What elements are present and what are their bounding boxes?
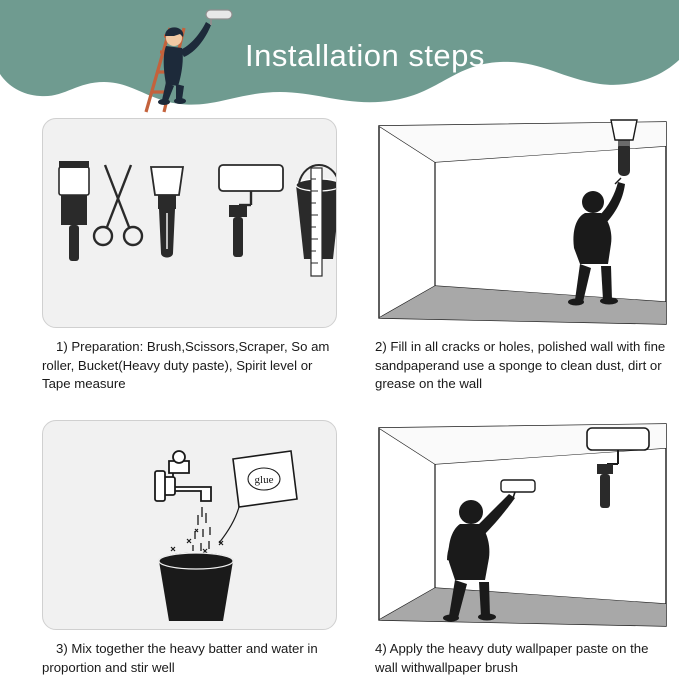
- scraper-icon: [151, 167, 183, 258]
- ruler-icon: [310, 167, 324, 277]
- step-card-1: [42, 118, 337, 394]
- tools-illustration: [42, 118, 337, 328]
- steps-grid: [0, 118, 679, 685]
- step-caption-3: 3) Mix together the heavy batter and water in proportion and stir well: [42, 641, 318, 675]
- glue-label: glue: [254, 474, 274, 486]
- bucket-icon: [159, 553, 233, 621]
- paint-roller-icon: [219, 165, 283, 257]
- step-card-4: [375, 420, 670, 677]
- scissors-icon: [94, 165, 142, 245]
- page-title: Installation steps: [245, 38, 485, 73]
- step-caption-2: 2) Fill in all cracks or holes, polished wall with fine sandpaperand use a sponge to clean dust, dirt or grease on the wall: [375, 339, 666, 391]
- faucet-glue-bucket-illustration: [42, 420, 337, 630]
- room-with-person-roller-illustration: [375, 420, 670, 630]
- faucet-icon: [155, 451, 211, 501]
- brush-icon: [59, 161, 89, 261]
- step-caption-4: 4) Apply the heavy duty wallpaper paste on the wall withwallpaper brush: [375, 641, 649, 675]
- glue-bag-icon: [233, 451, 297, 507]
- header-banner: [0, 0, 679, 120]
- room-with-person-scraper-illustration: [375, 118, 670, 328]
- step-card-2: [375, 118, 670, 394]
- sparkles-icon: [171, 529, 223, 553]
- step-caption-1: 1) Preparation: Brush,Scissors,Scraper, So am roller, Bucket(Heavy duty paste), Spirit level or Tape measure: [42, 339, 330, 391]
- step-card-3: [42, 420, 337, 677]
- painter-on-ladder-icon: [118, 0, 238, 115]
